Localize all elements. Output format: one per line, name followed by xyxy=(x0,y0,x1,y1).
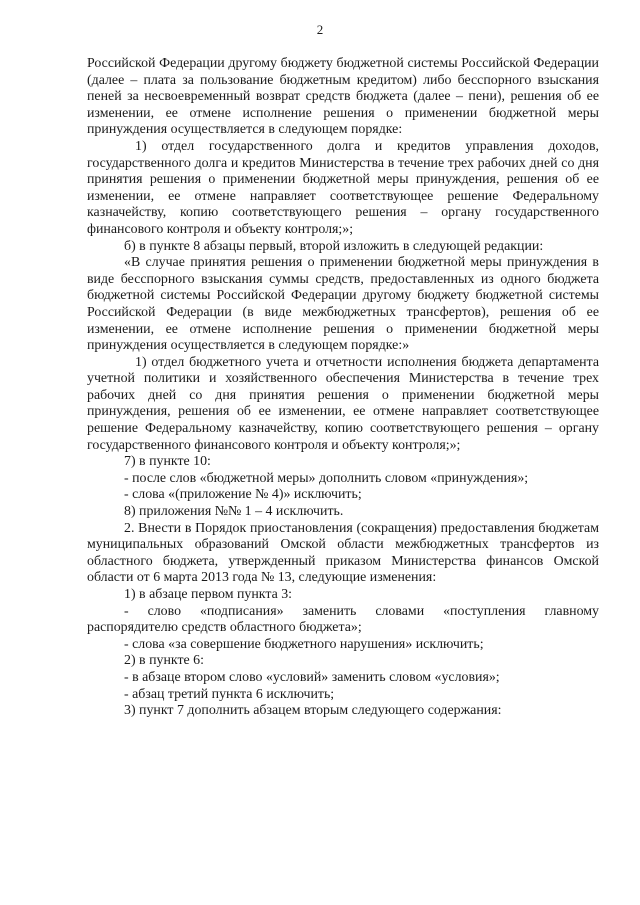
paragraph: 2) в пункте 6: xyxy=(124,653,204,669)
paragraph: «В случае принятия решения о применении бюджетной меры принуждения в виде бесспорного взыскания суммы средств, предоставленных из одного бюджета бюджетной системы Российской Федерации другому бюджету бюджетной системы Российской Федерации (в виде межбюджетных трансфертов), решения об ее изменении, ее отмене исполнение решения о применении бюджетной меры принуждения осуществляется в следующем порядке:» xyxy=(87,255,599,354)
paragraph: 1) отдел государственного долга и кредитов управления доходов, государственного долга и кредитов Министерства в течение трех рабочих дней со дня принятия решения о применении бюджетной меры принуждения, решения об ее изменении, ее отмене направляет соответствующее решение Федеральному казначейству, копию соответствующего решения – органу государственного финансового контроля и объекту контроля;»; xyxy=(87,138,599,237)
paragraph: 7) в пункте 10: xyxy=(124,454,211,470)
paragraph: - в абзаце втором слово «условий» заменить словом «условия»; xyxy=(124,669,500,685)
paragraph: 2. Внести в Порядок приостановления (сокращения) предоставления бюджетам муниципальных образований Омской области межбюджетных трансфертов из областного бюджета, утвержденный приказом Министерства финансов Омской области от 6 марта 2013 года № 13, следующие изменения: xyxy=(87,520,599,586)
paragraph: б) в пункте 8 абзацы первый, второй изложить в следующей редакции: xyxy=(124,238,544,254)
paragraph: 1) отдел бюджетного учета и отчетности исполнения бюджета департамента учетной политики и хозяйственного обеспечения Министерства в течение трех рабочих дней со дня принятия решения о применении бюджетной меры принуждения, решения об ее изменении, ее отмене направляет соответствующее решение Федеральному казначейству, копию соответствующего решения – органу государственного финансового контроля и объекту контроля;»; xyxy=(87,354,599,453)
document-body xyxy=(87,56,599,720)
paragraph: - абзац третий пункта 6 исключить; xyxy=(124,686,335,702)
page-number: 2 xyxy=(316,22,324,37)
paragraph: - после слов «бюджетной меры» дополнить словом «принуждения»; xyxy=(124,470,529,486)
paragraph: - слова «за совершение бюджетного нарушения» исключить; xyxy=(124,636,484,652)
paragraph: 3) пункт 7 дополнить абзацем вторым следующего содержания: xyxy=(124,703,502,719)
paragraph: 8) приложения №№ 1 – 4 исключить. xyxy=(124,504,344,520)
paragraph: - слово «подписания» заменить словами «поступления главному распорядителю средств областного бюджета»; xyxy=(87,603,599,636)
paragraph: - слова «(приложение № 4)» исключить; xyxy=(124,487,362,503)
paragraph: 1) в абзаце первом пункта 3: xyxy=(124,587,293,602)
paragraph: Российской Федерации другому бюджету бюджетной системы Российской Федерации (далее – плата за пользование бюджетным кредитом) либо бесспорного взыскания пеней за несвоевременный возврат средств бюджета (далее – пени), решения об ее изменении, ее отмене исполнение решения о применении бюджетной меры принуждения осуществляется в следующем порядке: xyxy=(87,56,599,138)
